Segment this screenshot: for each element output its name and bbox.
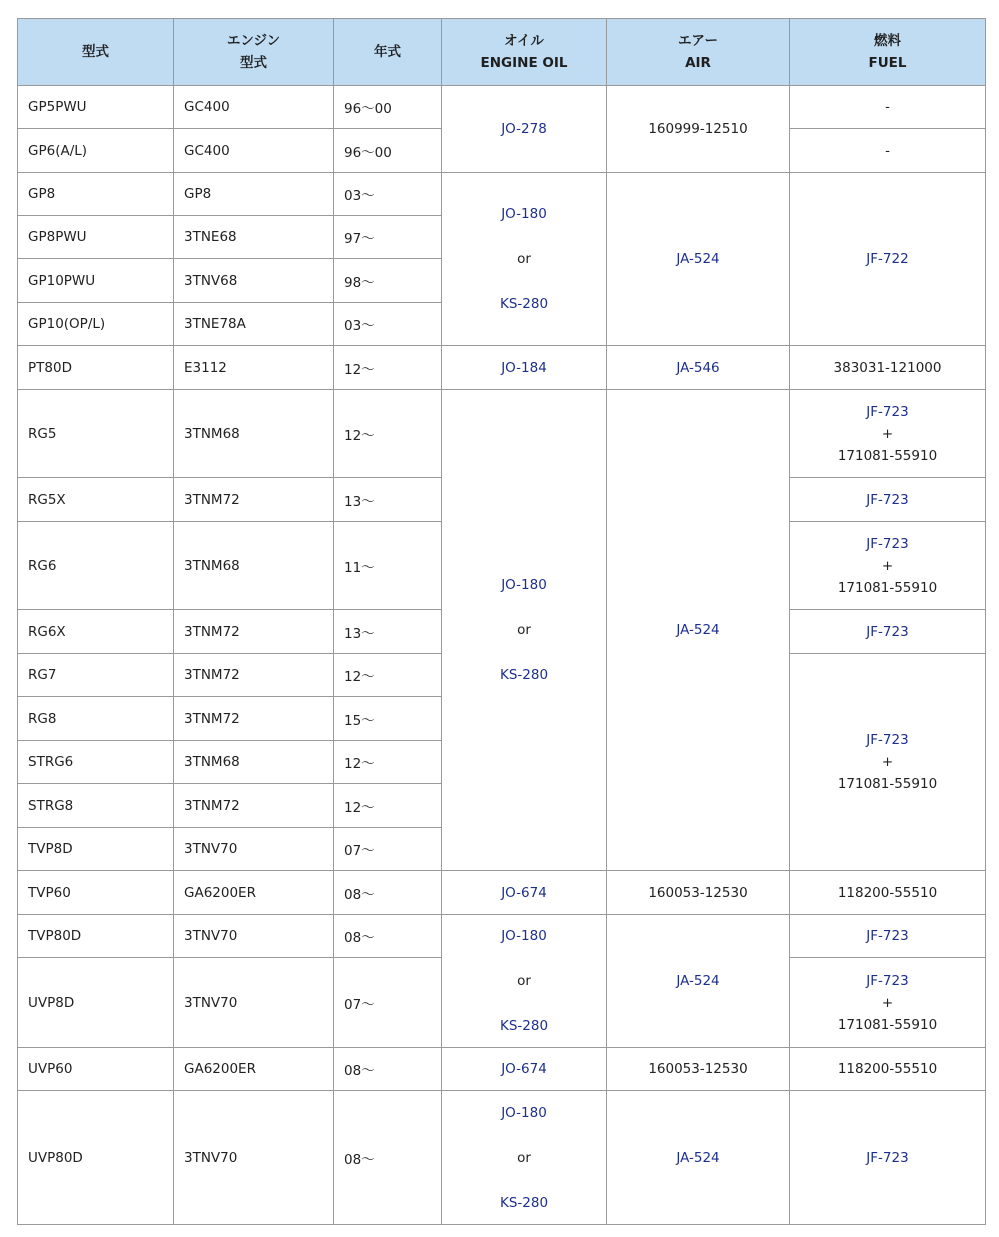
model-cell: TVP80D	[18, 915, 174, 958]
fuel-part-text: 171081-55910	[837, 776, 938, 792]
engine-cell: 3TNM72	[174, 697, 334, 741]
year-cell: 03～	[334, 173, 442, 216]
engine-cell: 3TNV70	[174, 1091, 334, 1225]
table-row	[18, 346, 986, 390]
fuel-cell	[790, 915, 986, 958]
fuel-cell: 118200-55510	[790, 871, 986, 915]
oil-link[interactable]: JO-180	[501, 206, 547, 222]
plus-text: +	[881, 994, 894, 1011]
header-model: 型式	[18, 19, 174, 86]
engine-cell: 3TNM72	[174, 654, 334, 697]
year-cell: 12～	[334, 654, 442, 697]
header-fuel: 燃料 FUEL	[790, 19, 986, 86]
model-cell: TVP60	[18, 871, 174, 915]
table-row	[18, 915, 986, 958]
year-cell: 15～	[334, 697, 442, 741]
air-link[interactable]: JA-524	[676, 622, 720, 638]
year-cell: 07～	[334, 828, 442, 871]
oil-cell	[442, 871, 607, 915]
oil-link[interactable]: KS-280	[499, 296, 549, 312]
fuel-part-text: 171081-55910	[837, 447, 938, 464]
air-cell	[607, 1091, 790, 1225]
fuel-cell	[790, 610, 986, 654]
oil-cell	[442, 390, 607, 871]
plus-text: +	[881, 425, 894, 442]
oil-cell	[442, 173, 607, 346]
air-cell	[607, 346, 790, 390]
table-row	[18, 390, 986, 478]
model-cell: RG8	[18, 697, 174, 741]
model-cell: GP5PWU	[18, 86, 174, 129]
year-cell: 13～	[334, 610, 442, 654]
or-text: or	[517, 251, 531, 267]
oil-cell	[442, 1091, 607, 1225]
model-cell: RG5X	[18, 478, 174, 522]
air-link[interactable]: JA-546	[676, 359, 720, 376]
year-cell: 03～	[334, 303, 442, 346]
fuel-cell	[790, 390, 986, 478]
engine-cell: E3112	[174, 346, 334, 390]
filter-table	[17, 18, 986, 1225]
fuel-link[interactable]: JF-723	[866, 972, 909, 989]
or-text: or	[517, 1149, 531, 1166]
engine-cell: 3TNE78A	[174, 303, 334, 346]
oil-link[interactable]: JO-180	[501, 577, 547, 593]
oil-link[interactable]: JO-674	[501, 1061, 547, 1077]
engine-cell: 3TNV70	[174, 828, 334, 871]
oil-link[interactable]: KS-280	[499, 1018, 549, 1034]
header-air: エアー AIR	[607, 19, 790, 86]
fuel-cell: -	[790, 129, 986, 173]
year-cell: 12～	[334, 390, 442, 478]
engine-cell: GP8	[174, 173, 334, 216]
fuel-cell	[790, 478, 986, 522]
model-cell: UVP80D	[18, 1091, 174, 1225]
engine-cell: GA6200ER	[174, 1048, 334, 1091]
air-link[interactable]: JA-524	[676, 973, 720, 989]
fuel-part-text: 171081-55910	[837, 1016, 938, 1033]
oil-link[interactable]: JO-180	[501, 1104, 547, 1121]
or-text: or	[517, 973, 531, 989]
air-cell: 160999-12510	[607, 86, 790, 173]
oil-link[interactable]: KS-280	[499, 1194, 549, 1211]
fuel-cell	[790, 173, 986, 346]
model-cell: RG5	[18, 390, 174, 478]
year-cell: 97～	[334, 216, 442, 259]
air-cell	[607, 173, 790, 346]
model-cell: GP10PWU	[18, 259, 174, 303]
model-cell: GP8PWU	[18, 216, 174, 259]
year-cell: 12～	[334, 784, 442, 828]
fuel-link[interactable]: JF-723	[866, 732, 909, 748]
engine-cell: GC400	[174, 129, 334, 173]
fuel-cell: -	[790, 86, 986, 129]
model-cell: RG6	[18, 522, 174, 610]
fuel-cell	[790, 958, 986, 1048]
table-row	[18, 871, 986, 915]
model-cell: STRG6	[18, 741, 174, 784]
table-row	[18, 173, 986, 216]
or-text: or	[517, 622, 531, 638]
table-row	[18, 1048, 986, 1091]
table-row	[18, 86, 986, 129]
engine-cell: 3TNM72	[174, 478, 334, 522]
header-engine: エンジン 型式	[174, 19, 334, 86]
oil-link[interactable]: JO-278	[501, 121, 547, 137]
oil-cell	[442, 86, 607, 173]
fuel-cell: 118200-55510	[790, 1048, 986, 1091]
oil-link[interactable]: KS-280	[499, 667, 549, 683]
engine-cell: 3TNV70	[174, 958, 334, 1048]
fuel-link[interactable]: JF-722	[866, 251, 909, 267]
engine-cell: 3TNM68	[174, 390, 334, 478]
engine-cell: 3TNV70	[174, 915, 334, 958]
oil-cell	[442, 915, 607, 1048]
header-year: 年式	[334, 19, 442, 86]
year-cell: 08～	[334, 915, 442, 958]
engine-cell: 3TNM68	[174, 522, 334, 610]
model-cell: STRG8	[18, 784, 174, 828]
year-cell: 08～	[334, 1048, 442, 1091]
air-cell: 160053-12530	[607, 871, 790, 915]
oil-link[interactable]: JO-184	[501, 359, 547, 376]
air-cell	[607, 915, 790, 1048]
oil-cell	[442, 1048, 607, 1091]
air-link[interactable]: JA-524	[676, 251, 720, 267]
fuel-part-text: 171081-55910	[837, 579, 938, 596]
air-cell: 160053-12530	[607, 1048, 790, 1091]
model-cell: PT80D	[18, 346, 174, 390]
oil-cell	[442, 346, 607, 390]
fuel-cell	[790, 1091, 986, 1225]
fuel-link[interactable]: JF-723	[866, 928, 909, 944]
oil-link[interactable]: JO-674	[501, 884, 547, 901]
fuel-cell	[790, 654, 986, 871]
fuel-link[interactable]: JF-723	[866, 535, 909, 552]
year-cell: 98～	[334, 259, 442, 303]
fuel-link[interactable]: JF-723	[866, 623, 909, 640]
fuel-cell	[790, 522, 986, 610]
year-cell: 12～	[334, 346, 442, 390]
model-cell: UVP8D	[18, 958, 174, 1048]
engine-cell: 3TNM68	[174, 741, 334, 784]
year-cell: 11～	[334, 522, 442, 610]
engine-cell: 3TNM72	[174, 610, 334, 654]
model-cell: RG6X	[18, 610, 174, 654]
header-row	[18, 19, 986, 86]
air-link[interactable]: JA-524	[676, 1149, 720, 1166]
year-cell: 96～00	[334, 86, 442, 129]
fuel-link[interactable]: JF-723	[866, 403, 909, 420]
header-oil: オイル ENGINE OIL	[442, 19, 607, 86]
year-cell: 96～00	[334, 129, 442, 173]
engine-cell: 3TNV68	[174, 259, 334, 303]
engine-cell: GC400	[174, 86, 334, 129]
engine-cell: 3TNE68	[174, 216, 334, 259]
model-cell: GP6(A/L)	[18, 129, 174, 173]
model-cell: TVP8D	[18, 828, 174, 871]
plus-text: +	[881, 754, 894, 770]
model-cell: RG7	[18, 654, 174, 697]
engine-cell: 3TNM72	[174, 784, 334, 828]
model-cell: GP10(OP/L)	[18, 303, 174, 346]
year-cell: 13～	[334, 478, 442, 522]
fuel-link[interactable]: JF-723	[866, 491, 909, 508]
fuel-link[interactable]: JF-723	[866, 1149, 909, 1166]
model-cell: UVP60	[18, 1048, 174, 1091]
oil-link[interactable]: JO-180	[501, 928, 547, 944]
year-cell: 07～	[334, 958, 442, 1048]
air-cell	[607, 390, 790, 871]
year-cell: 12～	[334, 741, 442, 784]
engine-cell: GA6200ER	[174, 871, 334, 915]
year-cell: 08～	[334, 871, 442, 915]
table-row	[18, 1091, 986, 1225]
fuel-cell: 383031-121000	[790, 346, 986, 390]
year-cell: 08～	[334, 1091, 442, 1225]
plus-text: +	[881, 557, 894, 574]
model-cell: GP8	[18, 173, 174, 216]
